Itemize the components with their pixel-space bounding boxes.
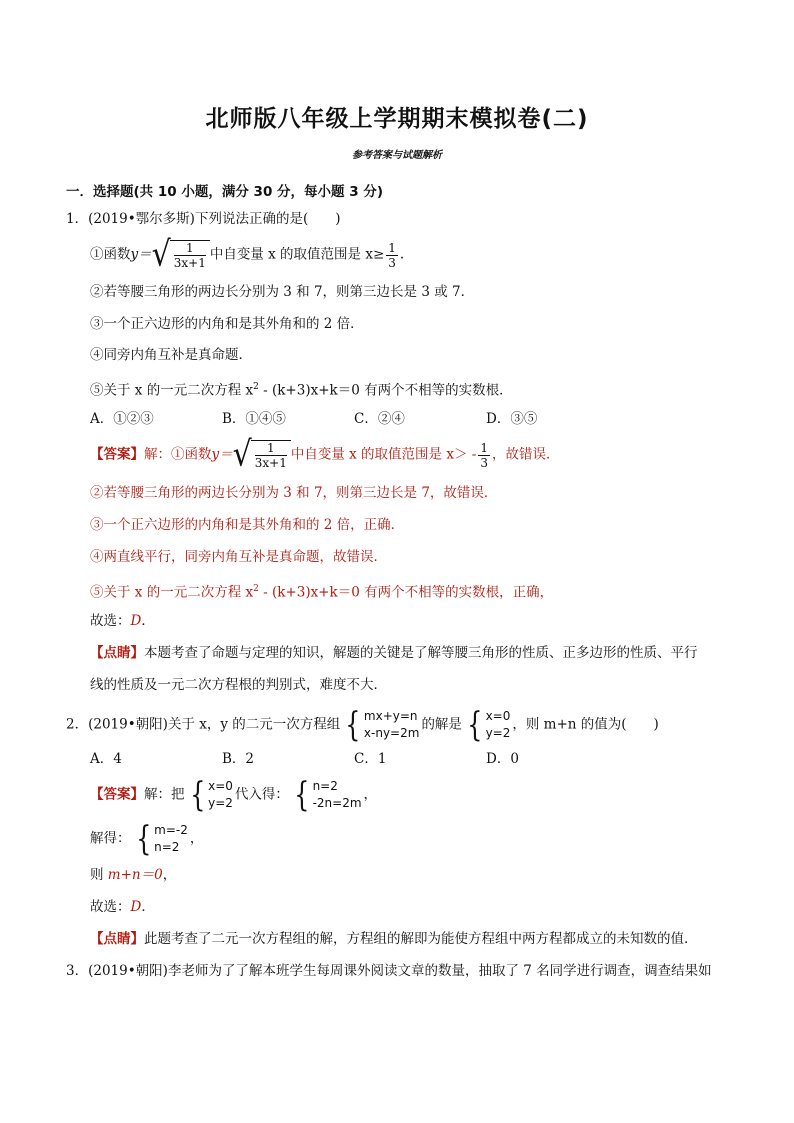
choice-label: 故选： xyxy=(90,899,131,915)
q1-statement-3: ③一个正六边形的内角和是其外角和的 2 倍． xyxy=(90,316,364,332)
q1-s1-end: . xyxy=(399,246,405,263)
equation-line: n=2 xyxy=(312,779,338,793)
question-2-stem xyxy=(66,705,659,745)
q1-options xyxy=(90,410,618,428)
fraction-one-third xyxy=(386,241,398,270)
section-heading: 一．选择题(共 10 小题，满分 30 分，每小题 3 分) xyxy=(66,184,384,200)
q1-answer-middle: 中自变量 x 的取值范围是 x＞ - xyxy=(290,446,477,463)
q1-answer-y: y＝ xyxy=(211,446,233,463)
answer-tag: 【答案】 xyxy=(90,446,144,463)
fraction-numerator: 1 xyxy=(480,440,488,455)
choice-label: 故选： xyxy=(90,613,131,629)
fraction-denominator: 3x+1 xyxy=(173,256,206,270)
q1-statement-5 xyxy=(90,378,513,400)
equation-line: m=-2 xyxy=(154,823,188,837)
question-3-stem: 3．(2019•朝阳)李老师为了了解本班学生每周课外阅读文章的数量，抽取了 7 名同学进行调查，调查结果如 xyxy=(66,963,712,979)
point-tag: 【点睛】 xyxy=(90,931,144,947)
q1-choice xyxy=(90,612,155,630)
q1-s1-prefix: ①函数 xyxy=(90,246,131,263)
q2-answer-end: ， xyxy=(363,786,378,803)
q1-answer xyxy=(90,434,560,475)
q1-answer-3: ③一个正六边形的内角和是其外角和的 2 倍，正确． xyxy=(90,517,405,533)
brace-symbol: { xyxy=(467,705,483,745)
equation-system xyxy=(187,775,233,815)
brace-symbol: { xyxy=(345,705,361,745)
equation-line: y=2 xyxy=(208,796,233,810)
q2-point xyxy=(90,930,698,948)
option-c[interactable]: C．②④ xyxy=(354,411,405,427)
page-title: 北师版八年级上学期期末模拟卷(二) xyxy=(205,106,589,132)
q2-answer-middle: 代入得： xyxy=(234,786,289,803)
option-c[interactable]: C．1 xyxy=(354,751,387,767)
choice-end: ． xyxy=(141,899,155,915)
sqrt-expression xyxy=(151,234,210,275)
q1-point xyxy=(90,644,698,662)
q2-then-prefix: 则 xyxy=(90,867,108,883)
q2-solve-label: 解得： xyxy=(90,830,131,847)
q1-a5-prefix: ⑤关于 x 的一元二次方程 x xyxy=(90,584,254,601)
equation-system xyxy=(291,775,362,815)
equation-system xyxy=(342,705,420,745)
equation-line: n=2 xyxy=(154,840,180,854)
q1-statement-2: ②若等腰三角形的两边长分别为 3 和 7，则第三边长是 3 或 7． xyxy=(90,284,475,300)
fraction-denominator: 3 xyxy=(480,455,488,470)
q1-a5-exponent: 2 xyxy=(253,584,259,594)
equation-line: x=0 xyxy=(208,779,233,793)
fraction-numerator: 1 xyxy=(255,441,287,456)
answer-tag: 【答案】 xyxy=(90,786,144,803)
radical-sign: √ xyxy=(151,234,171,275)
q1-s1-y: y＝ xyxy=(130,246,152,263)
option-a[interactable]: A．4 xyxy=(90,751,122,767)
q2-solve-end: ， xyxy=(189,830,204,847)
q2-choice xyxy=(90,898,155,916)
q1-statement-4: ④同旁内角互补是真命题． xyxy=(90,347,252,363)
q1-s5-exponent: 2 xyxy=(253,382,259,392)
q2-solve xyxy=(90,819,204,859)
choice-value: D xyxy=(130,899,142,915)
q1-s5-suffix: - (k+3)x+k＝0 有两个不相等的实数根． xyxy=(258,382,513,399)
q2-then xyxy=(90,866,176,884)
point-tag: 【点睛】 xyxy=(90,645,144,661)
page-subtitle: 参考答案与试题解析 xyxy=(352,150,442,161)
q1-s5-prefix: ⑤关于 x 的一元二次方程 x xyxy=(90,382,254,399)
sqrt-expression xyxy=(232,434,291,475)
equation-line: mx+y=n xyxy=(363,709,418,723)
equation-system xyxy=(464,705,511,745)
q2-point-text: 此题考查了二元一次方程组的解，方程组的解即为能使方程组中两方程都成立的未知数的值． xyxy=(144,931,698,947)
question-1-stem: 1．(2019•鄂尔多斯)下列说法正确的是( ) xyxy=(66,211,341,227)
option-b[interactable]: B．①④⑤ xyxy=(222,411,286,427)
fraction-numerator: 1 xyxy=(388,240,396,255)
q2-stem-suffix: ，则 m+n 的值为( ) xyxy=(512,716,659,733)
fraction-denominator: 3 xyxy=(388,255,396,270)
q1-answer-4: ④两直线平行，同旁内角互补是真命题，故错误． xyxy=(90,549,387,565)
brace-symbol: { xyxy=(294,775,310,815)
brace-symbol: { xyxy=(135,819,151,859)
q1-statement-1 xyxy=(90,234,405,275)
radical-sign: √ xyxy=(232,434,252,475)
option-d[interactable]: D．0 xyxy=(486,751,519,767)
q1-a5-suffix: - (k+3)x+k＝0 有两个不相等的实数根，正确， xyxy=(258,584,554,601)
q2-then-end: ， xyxy=(162,867,177,883)
q2-options xyxy=(90,750,618,768)
q2-stem-middle: 的解是 xyxy=(421,716,462,733)
fraction-numerator: 1 xyxy=(174,241,206,256)
option-d[interactable]: D．③⑤ xyxy=(486,411,538,427)
equation-line: x-ny=2m xyxy=(363,726,420,740)
q2-answer-prefix: 解：把 xyxy=(144,786,185,803)
q1-answer-end: ，故错误． xyxy=(491,446,560,463)
equation-line: x=0 xyxy=(485,709,511,723)
choice-end: ． xyxy=(141,613,155,629)
q1-s1-middle: 中自变量 x 的取值范围是 x≥ xyxy=(209,246,385,263)
equation-system xyxy=(133,819,188,859)
fraction xyxy=(174,241,206,270)
fraction-denominator: 3x+1 xyxy=(254,456,287,470)
option-b[interactable]: B．2 xyxy=(222,751,255,767)
q1-point-cont: 线的性质及一元二次方程根的判别式，难度不大． xyxy=(90,677,387,693)
brace-symbol: { xyxy=(189,775,205,815)
q1-answer-prefix: 解：①函数 xyxy=(144,446,212,463)
q1-answer-5 xyxy=(90,580,553,602)
choice-value: D xyxy=(130,613,142,629)
equation-line: y=2 xyxy=(485,726,511,740)
q1-point-text-1: 本题考查了命题与定理的知识，解题的关键是了解等腰三角形的性质、正多边形的性质、平行 xyxy=(144,645,698,661)
q2-then-value: m+n＝0 xyxy=(107,867,163,883)
q1-answer-2: ②若等腰三角形的两边长分别为 3 和 7，则第三边长是 7，故错误． xyxy=(90,485,498,501)
q2-stem-prefix: 2．(2019•朝阳)关于 x，y 的二元一次方程组 xyxy=(66,716,341,733)
fraction-one-third xyxy=(478,441,490,470)
fraction xyxy=(255,441,287,470)
q2-answer xyxy=(90,775,378,815)
option-a[interactable]: A．①②③ xyxy=(90,411,154,427)
equation-line: -2n=2m xyxy=(312,796,362,810)
